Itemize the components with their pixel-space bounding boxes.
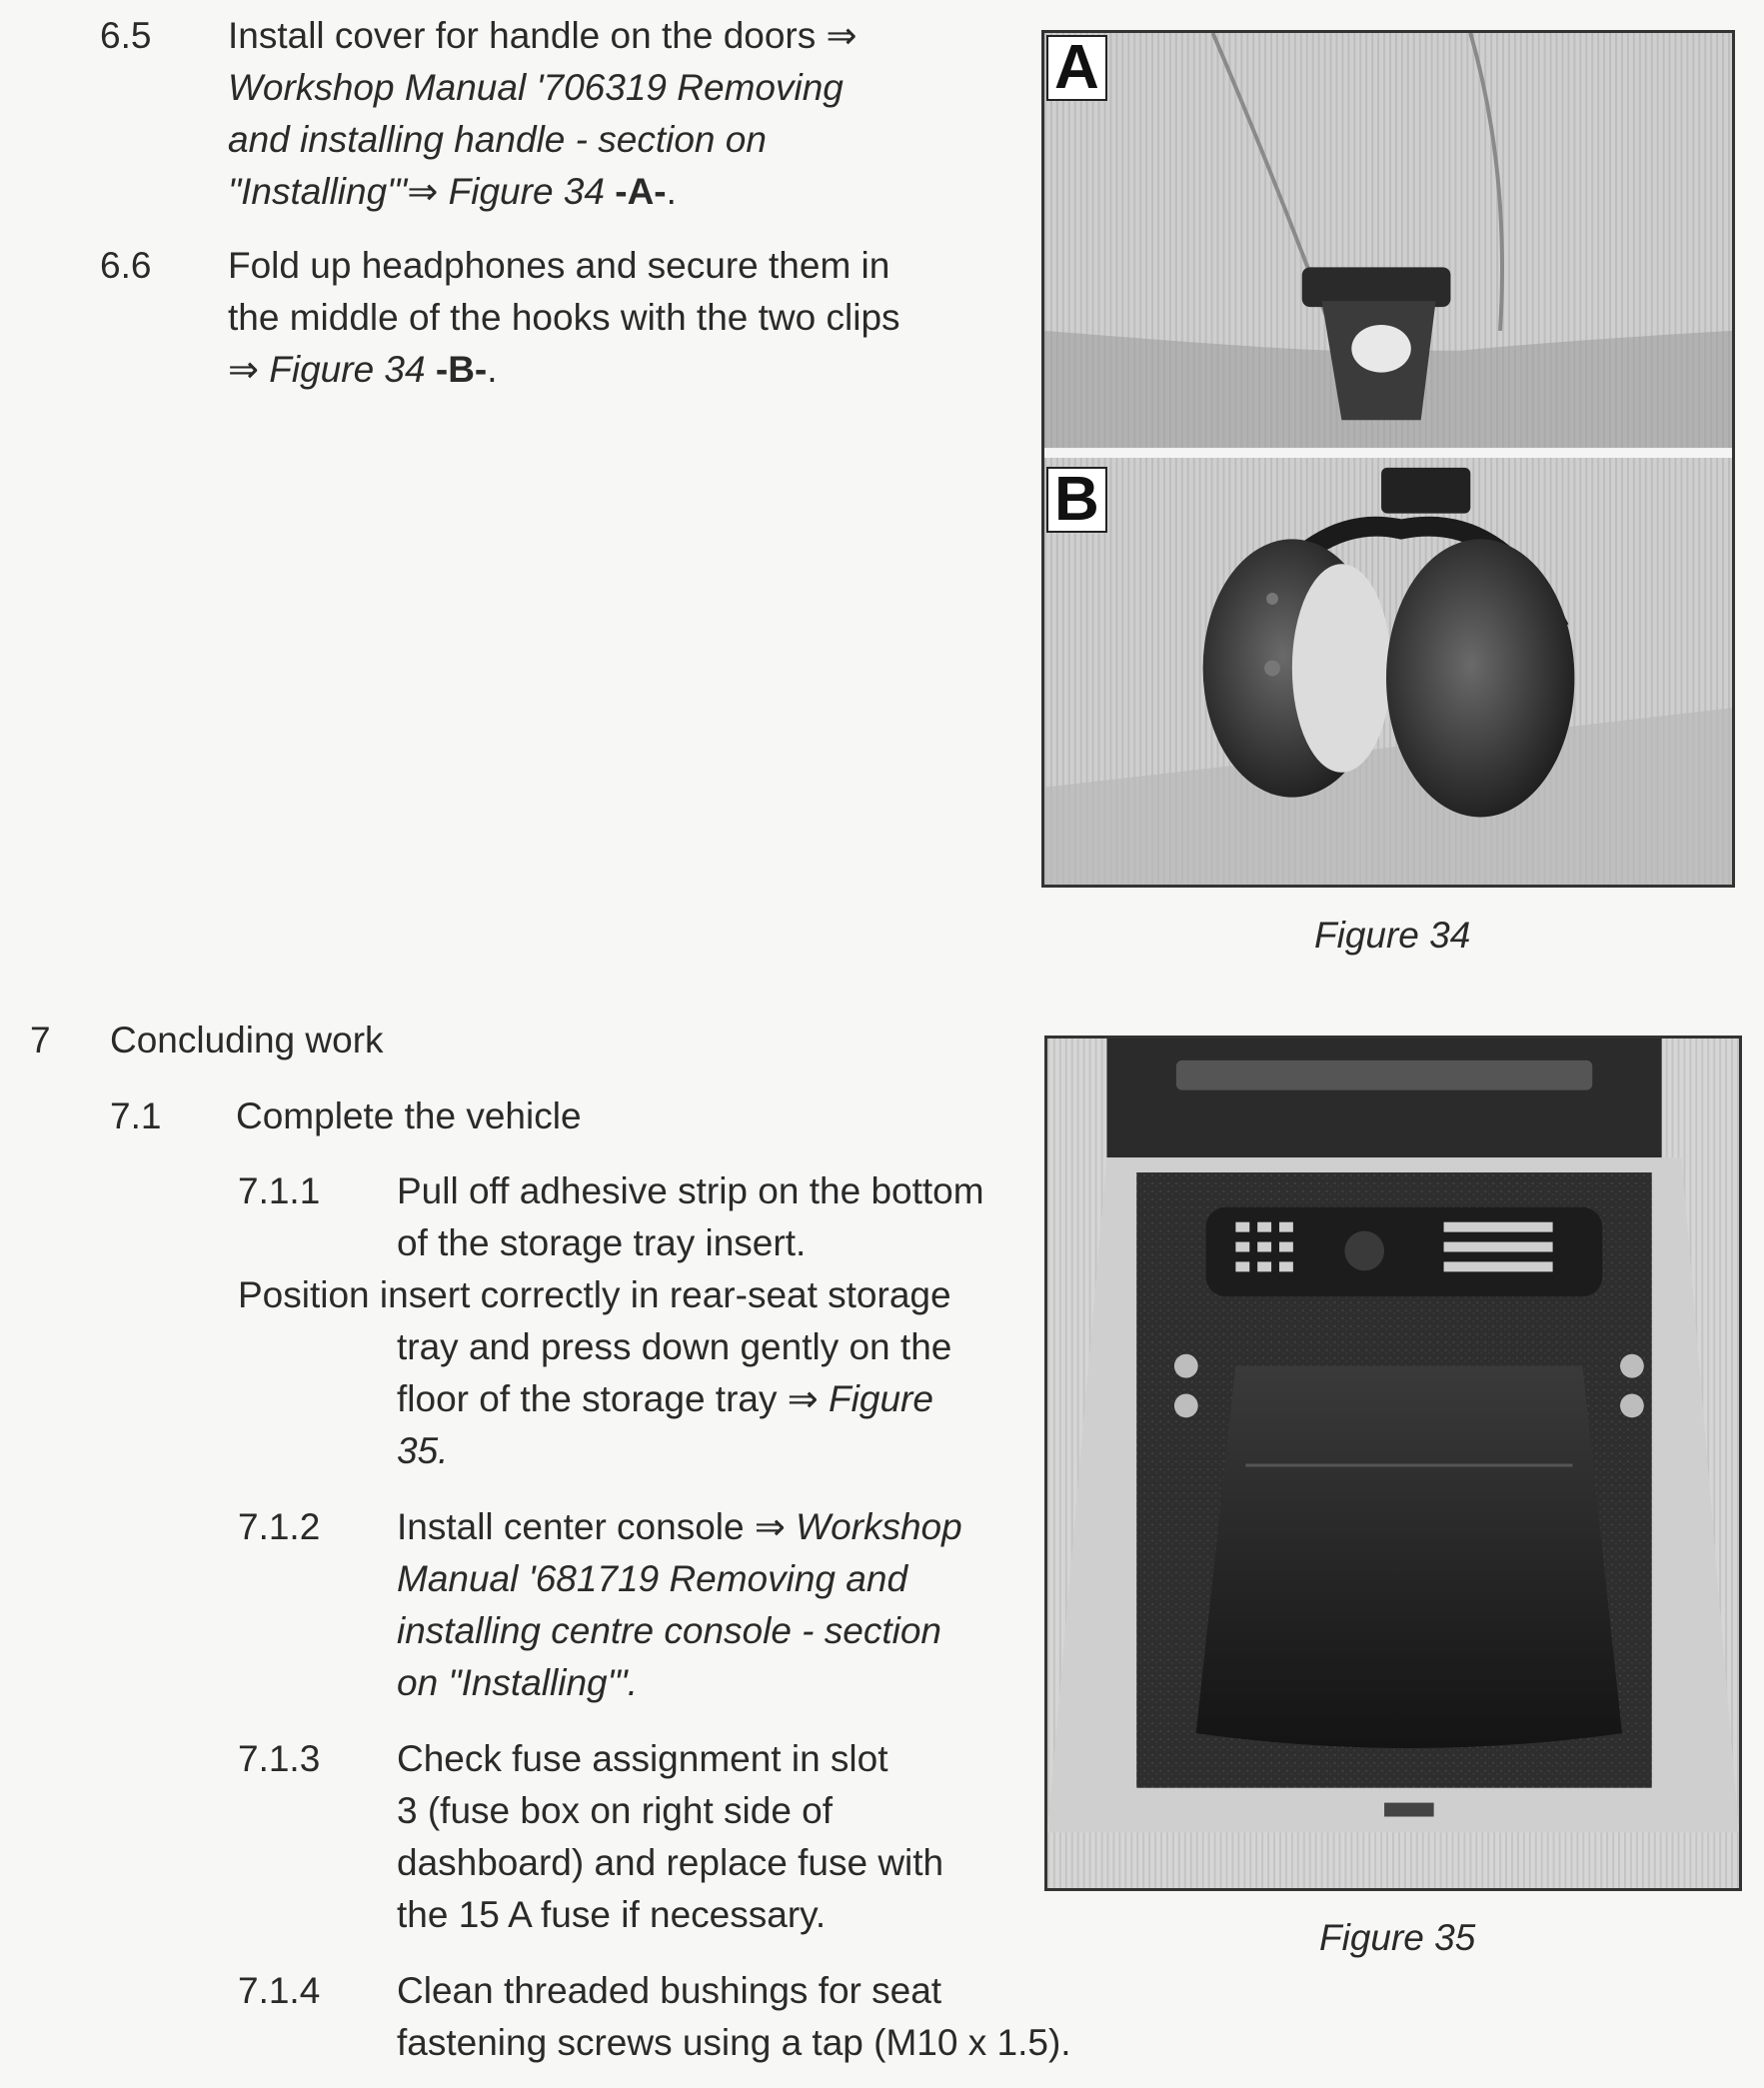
step-number: 7.1 <box>110 1095 162 1136</box>
section-title: Concluding work <box>110 1020 384 1060</box>
substep-number: 7.1.4 <box>238 1970 321 2011</box>
step-text: Check fuse assignment in slot <box>397 1738 888 1779</box>
punctuation: . <box>666 171 677 212</box>
step-text-line <box>228 166 677 218</box>
step-text: tray and press down gently on the <box>397 1326 952 1367</box>
step-number: 6.6 <box>100 245 152 286</box>
figure-link[interactable]: ⇒ Figure <box>787 1378 933 1419</box>
manual-link[interactable]: ⇒ Workshop <box>754 1506 962 1547</box>
step-text-line <box>397 1373 933 1425</box>
step-text: Install cover for handle on the doors ⇒ <box>228 15 858 56</box>
figure-part-label: -B- <box>435 349 488 390</box>
figure-34-photo <box>1044 33 1732 885</box>
figure-link[interactable]: 35. <box>397 1430 449 1471</box>
manual-link[interactable]: Workshop Manual '706319 Removing <box>228 67 844 108</box>
step-text: the middle of the hooks with the two clips <box>228 297 900 338</box>
manual-link[interactable]: Manual '681719 Removing and <box>397 1558 908 1599</box>
step-text: Install center console <box>397 1506 745 1547</box>
step-text: 3 (fuse box on right side of <box>397 1790 834 1831</box>
substep-number: 7.1.1 <box>238 1170 321 1211</box>
figure-35-photo <box>1047 1039 1739 1888</box>
manual-link[interactable]: on "Installing"'. <box>397 1662 639 1703</box>
step-text: fastening screws using a tap (M10 x 1.5). <box>397 2022 1071 2063</box>
step-text: Clean threaded bushings for seat <box>397 1970 942 2011</box>
figure-part-label-a: A <box>1046 35 1107 101</box>
manual-link[interactable]: installing centre console - section <box>397 1610 942 1651</box>
step-text-line <box>397 1501 962 1553</box>
manual-link[interactable]: and installing handle - section on <box>228 119 767 160</box>
figure-35 <box>1044 1036 1742 1891</box>
figure-link[interactable]: "Installing"'⇒ Figure 34 <box>228 171 605 212</box>
figure-caption: Figure 35 <box>1319 1917 1476 1958</box>
step-text: Pull off adhesive strip on the bottom <box>397 1170 984 1211</box>
figure-34 <box>1041 30 1735 888</box>
figure-link[interactable]: ⇒ Figure 34 <box>228 349 426 390</box>
step-text: Position insert correctly in rear-seat storage <box>238 1274 951 1315</box>
figure-part-label-b: B <box>1046 467 1107 533</box>
step-text: dashboard) and replace fuse with <box>397 1842 944 1883</box>
punctuation: . <box>487 349 498 390</box>
substep-number: 7.1.3 <box>238 1738 321 1779</box>
step-text: Fold up headphones and secure them in <box>228 245 890 286</box>
step-text: of the storage tray insert. <box>397 1222 807 1263</box>
step-text-line <box>228 344 498 396</box>
step-title: Complete the vehicle <box>236 1095 582 1136</box>
section-number: 7 <box>30 1020 51 1060</box>
step-number: 6.5 <box>100 15 152 56</box>
figure-part-label: -A- <box>615 171 667 212</box>
substep-number: 7.1.2 <box>238 1506 321 1547</box>
figure-caption: Figure 34 <box>1314 915 1471 956</box>
step-text: the 15 A fuse if necessary. <box>397 1894 827 1935</box>
step-text: floor of the storage tray <box>397 1378 778 1419</box>
